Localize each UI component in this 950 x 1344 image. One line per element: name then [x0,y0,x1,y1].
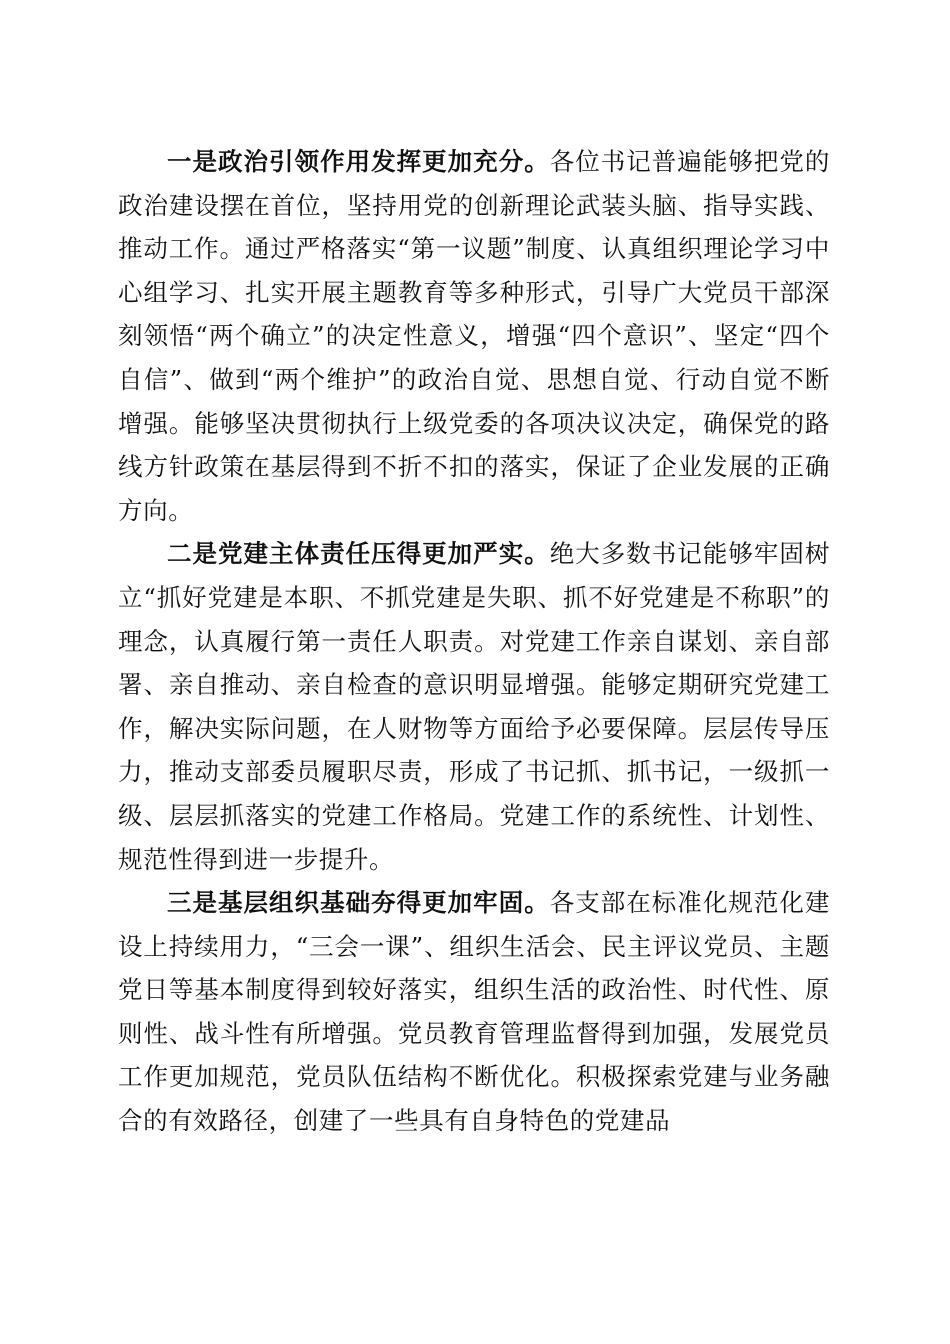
paragraph-text: 各支部在标准化规范化建设上持续用力，“三会一课”、组织生活会、民主评议党员、主题党日等基本制度得到较好落实，组织生活的政治性、时代性、原则性、战斗性有所增强。党员教育管理监督得到加强，发展党员工作更加规范，党员队伍结构不断优化。积极探索党建与业务融合的有效路径，创建了一些具有自身特色的党建品 [118,888,830,1136]
paragraph-heading: 三是基层组织基础夯得更加牢固。 [167,888,550,918]
paragraph-heading: 一是政治引领作用发挥更加充分。 [167,147,550,176]
paragraph-political-leadership [118,140,830,532]
paragraph-grassroots-foundation [118,881,830,1143]
paragraph-text: 各位书记普遍能够把党的政治建设摆在首位，坚持用党的创新理论武装头脑、指导实践、推动工作。通过严格落实“第一议题”制度、认真组织理论学习中心组学习、扎实开展主题教育等多种形式，引导广大党员干部深刻领悟“两个确立”的决定性意义，增强“四个意识”、坚定“四个自信”、做到“两个维护”的政治自觉、思想自觉、行动自觉不断增强。能够坚决贯彻执行上级党委的各项决议决定，确保党的路线方针政策在基层得到不折不扣的落实，保证了企业发展的正确方向。 [118,147,830,525]
document-body [118,140,830,1143]
paragraph-heading: 二是党建主体责任压得更加严实。 [167,539,550,569]
paragraph-party-responsibility [118,532,830,881]
paragraph-text: 绝大多数书记能够牢固树立“抓好党建是本职、不抓党建是失职、抓不好党建是不称职”的理念，认真履行第一责任人职责。对党建工作亲自谋划、亲自部署、亲自推动、亲自检查的意识明显增强。能够定期研究党建工作，解决实际问题，在人财物等方面给予必要保障。层层传导压力，推动支部委员履职尽责，形成了书记抓、抓书记，一级抓一级、层层抓落实的党建工作格局。党建工作的系统性、计划性、规范性得到进一步提升。 [118,539,830,874]
